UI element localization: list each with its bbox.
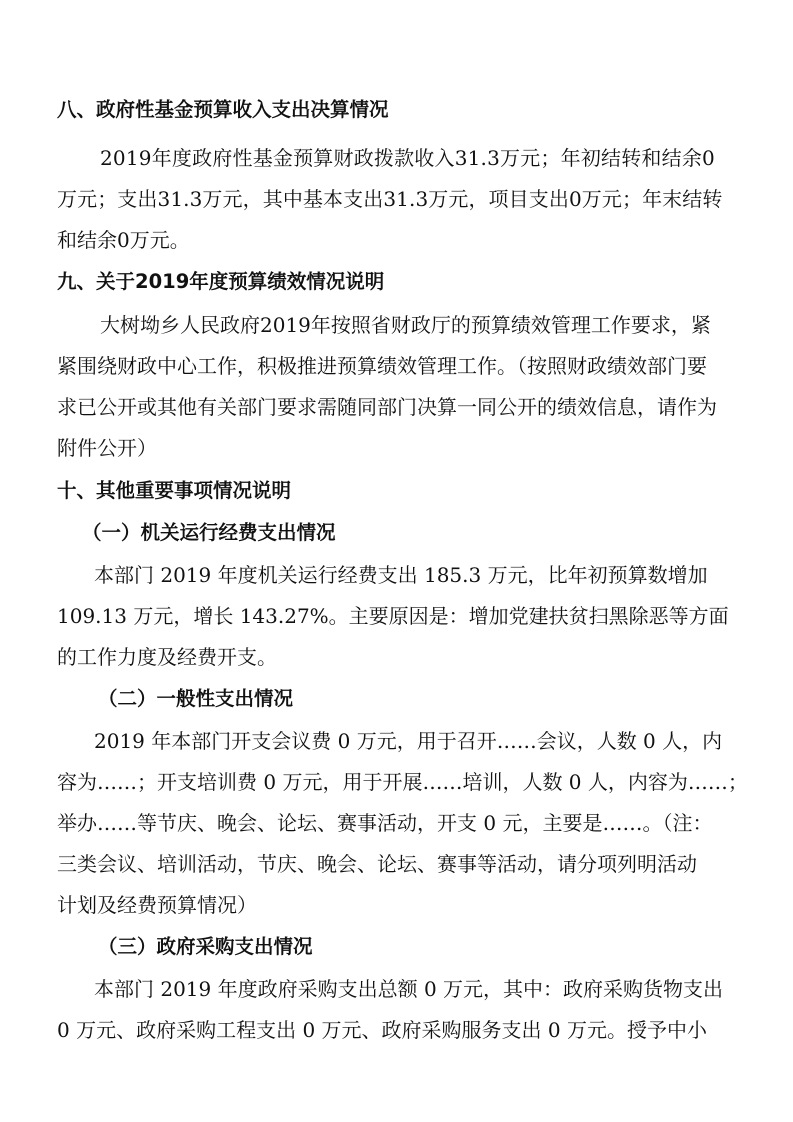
section-8-heading: 八、政府性基金预算收入支出决算情况 — [57, 98, 389, 121]
subsection-2-line-4: 三类会议、培训活动，节庆、晚会、论坛、赛事等活动，请分项列明活动 — [57, 852, 697, 876]
section-9-line-3: 求已公开或其他有关部门要求需随同部门决算一同公开的绩效信息，请作为 — [57, 395, 717, 419]
section-10-heading: 十、其他重要事项情况说明 — [57, 479, 292, 502]
subsection-2-line-5: 计划及经费预算情况） — [57, 893, 257, 917]
subsection-1-line-2: 109.13 万元，增长 143.27%。主要原因是：增加党建扶贫扫黑除恶等方面 — [57, 604, 729, 628]
section-9-line-1: 大树坳乡人民政府2019年按照省财政厅的预算绩效管理工作要求，紧 — [100, 313, 711, 337]
section-9-line-4: 附件公开） — [57, 436, 157, 460]
subsection-3-heading: （三）政府采购支出情况 — [98, 935, 313, 958]
subsection-1-heading: （一）机关运行经费支出情况 — [82, 521, 336, 544]
subsection-2-line-1: 2019 年本部门开支会议费 0 万元，用于召开……会议，人数 0 人，内 — [94, 729, 723, 753]
section-8-line-1: 2019年度政府性基金预算财政拨款收入31.3万元；年初结转和结余0 — [100, 146, 715, 170]
section-8-line-3: 和结余0万元。 — [57, 228, 190, 252]
section-9-line-2: 紧围绕财政中心工作，积极推进预算绩效管理工作。（按照财政绩效部门要 — [57, 354, 707, 378]
section-8-line-2: 万元；支出31.3万元，其中基本支出31.3万元，项目支出0万元；年末结转 — [57, 187, 723, 211]
section-9-heading: 九、关于2019年度预算绩效情况说明 — [57, 270, 385, 293]
subsection-2-line-3: 举办……等节庆、晚会、论坛、赛事活动，开支 0 元，主要是……。（注： — [57, 811, 713, 835]
subsection-3-line-2: 0 万元、政府采购工程支出 0 万元、政府采购服务支出 0 万元。授予中小 — [57, 1018, 707, 1042]
subsection-1-line-1: 本部门 2019 年度机关运行经费支出 185.3 万元，比年初预算数增加 — [94, 563, 708, 587]
subsection-3-line-1: 本部门 2019 年度政府采购支出总额 0 万元，其中：政府采购货物支出 — [94, 977, 724, 1001]
subsection-1-line-3: 的工作力度及经费开支。 — [57, 645, 277, 669]
subsection-2-line-2: 容为……；开支培训费 0 万元，用于开展……培训，人数 0 人，内容为……； — [57, 770, 748, 794]
subsection-2-heading: （二）一般性支出情况 — [98, 687, 294, 710]
